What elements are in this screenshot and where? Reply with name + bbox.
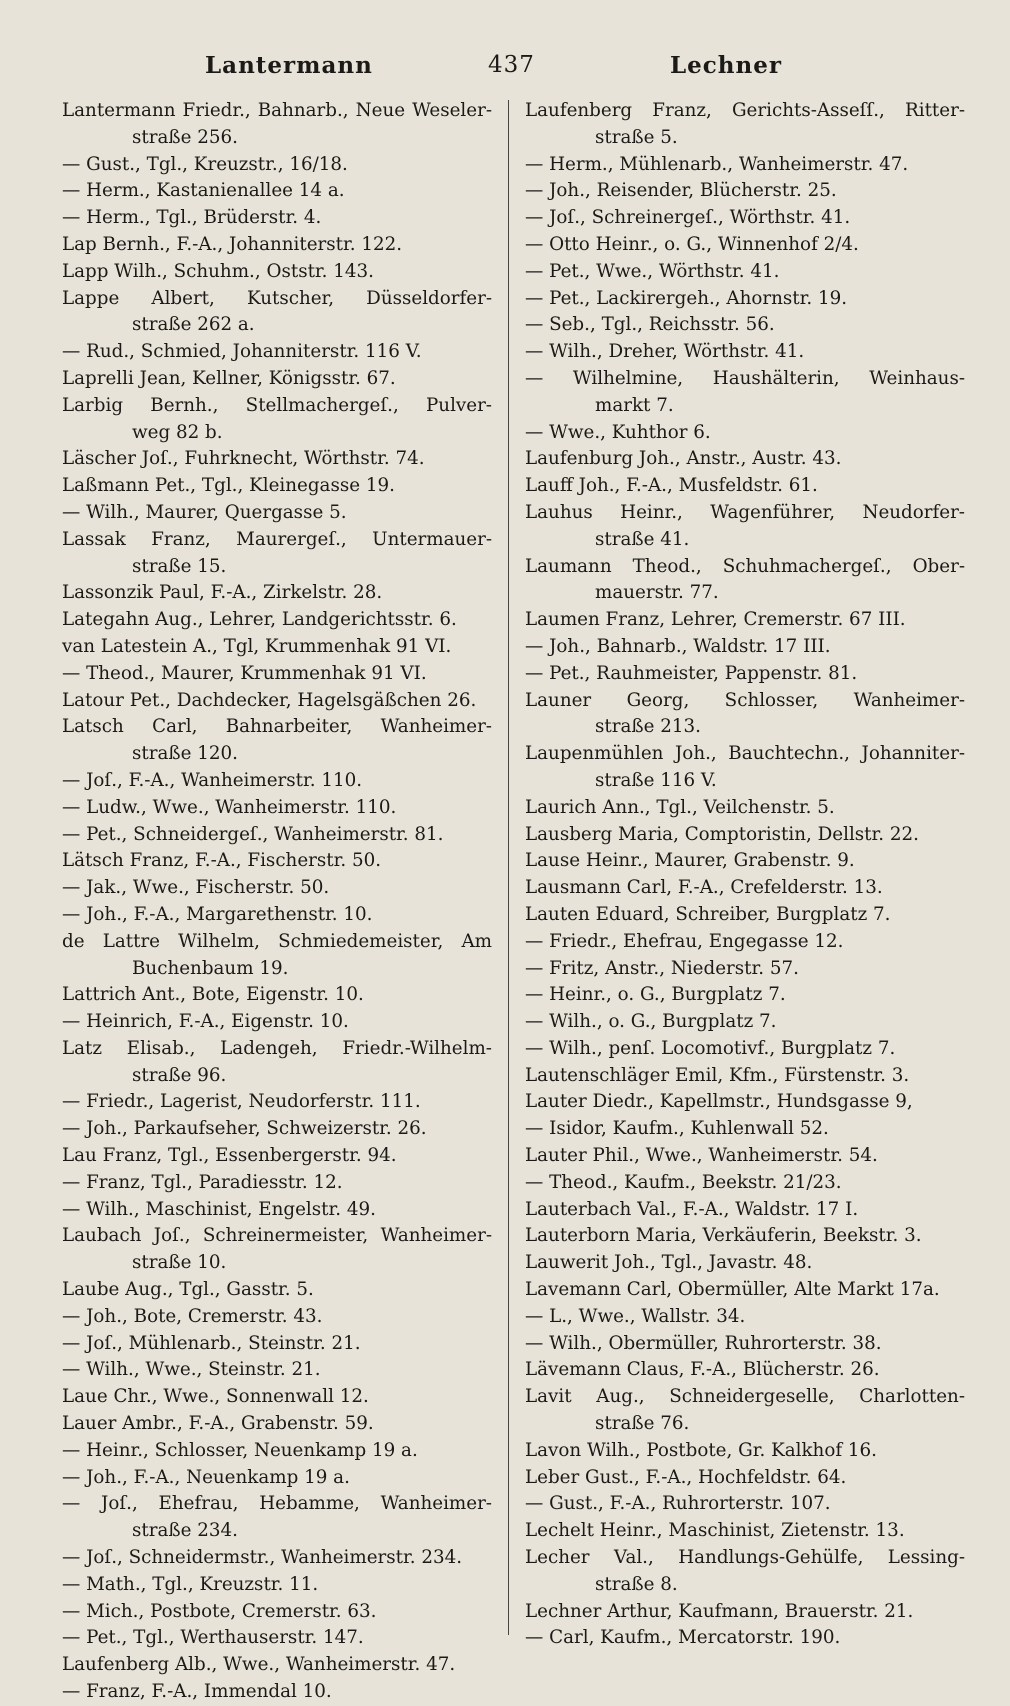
entry-continuation: markt 7. [595, 394, 674, 416]
entry-line: Leber Gust., F.-A., Hochfeldstr. 64. [525, 1466, 847, 1488]
directory-entry [62, 634, 492, 661]
entry-line: Laufenberg Franz, Gerichts-Asseſſ., Ritter- [525, 100, 965, 121]
directory-entry [525, 661, 965, 688]
directory-entry [62, 205, 492, 232]
directory-entry [62, 982, 492, 1009]
directory-entry [525, 178, 965, 205]
entry-continuation: straße 76. [595, 1413, 690, 1435]
entry-line: — Theod., Kaufm., Beekstr. 21/23. [525, 1171, 842, 1193]
directory-entry [62, 1545, 492, 1572]
entry-line: Lauter Phil., Wwe., Wanheimerstr. 54. [525, 1145, 878, 1167]
entry-line: — Pet., Rauhmeister, Pappenstr. 81. [525, 662, 858, 684]
directory-entry [62, 902, 492, 929]
directory-entry [62, 1465, 492, 1492]
directory-entry [525, 232, 965, 259]
directory-entry [525, 259, 965, 286]
entry-line: — Wilh., Dreher, Wörthstr. 41. [525, 341, 805, 363]
entry-line: Lechner Arthur, Kaufmann, Brauerstr. 21. [525, 1600, 914, 1622]
directory-entry [525, 1304, 965, 1331]
directory-entry [525, 741, 965, 795]
entry-line: Lap Bernh., F.-A., Johanniterstr. 122. [62, 233, 403, 255]
directory-entry [525, 1357, 965, 1384]
right-column [525, 98, 965, 1652]
directory-entry [62, 259, 492, 286]
entry-line: Latz Elisab., Ladengeh, Friedr.-Wilhelm- [62, 1037, 492, 1059]
directory-entry [62, 1625, 492, 1652]
entry-line: — Heinr., Schlosser, Neuenkamp 19 a. [62, 1439, 418, 1461]
directory-entry [62, 527, 492, 581]
directory-entry [62, 1089, 492, 1116]
directory-entry [62, 1170, 492, 1197]
directory-entry [525, 1116, 965, 1143]
directory-entry [525, 1170, 965, 1197]
directory-entry [525, 1063, 965, 1090]
entry-line: — Franz, Tgl., Paradiesstr. 12. [62, 1171, 343, 1193]
directory-entry [525, 1143, 965, 1170]
entry-line: Lävemann Claus, F.-A., Blücherstr. 26. [525, 1359, 880, 1381]
directory-entry [62, 1277, 492, 1304]
entry-line: Lauwerit Joh., Tgl., Javastr. 48. [525, 1252, 813, 1274]
entry-line: Lategahn Aug., Lehrer, Landgerichtsstr. 6. [62, 609, 457, 631]
left-column [62, 98, 492, 1706]
entry-continuation: weg 82 b. [132, 421, 223, 443]
entry-line: — Theod., Maurer, Krummenhak 91 VI. [62, 662, 427, 684]
entry-line: Lavemann Carl, Obermüller, Alte Markt 17a. [525, 1279, 940, 1301]
entry-line: Lau Franz, Tgl., Essenbergerstr. 94. [62, 1145, 397, 1167]
entry-line: Lassak Franz, Maurergeſ., Untermauer- [62, 528, 492, 550]
directory-entry [62, 929, 492, 983]
directory-entry [62, 1652, 492, 1679]
entry-line: Laupenmühlen Joh., Bauchtechn., Johanniter- [525, 743, 965, 765]
entry-line: — Joſ., Schreinergeſ., Wörthstr. 41. [525, 207, 851, 229]
entry-line: — Joſ., Schneidermstr., Wanheimerstr. 234. [62, 1547, 463, 1569]
directory-entry [525, 1277, 965, 1304]
entry-line: Laufenberg Alb., Wwe., Wanheimerstr. 47. [62, 1654, 456, 1676]
entry-continuation: straße 15. [132, 555, 227, 577]
entry-line: Laue Chr., Wwe., Sonnenwall 12. [62, 1386, 369, 1408]
directory-entry [62, 1331, 492, 1358]
directory-entry [525, 312, 965, 339]
entry-line: — Pet., Wwe., Wörthstr. 41. [525, 260, 780, 282]
entry-line: Lausberg Maria, Comptoristin, Dellstr. 22. [525, 823, 919, 845]
entry-continuation: straße 10. [132, 1252, 227, 1274]
directory-entry [62, 688, 492, 715]
entry-continuation: straße 120. [132, 743, 238, 765]
entry-continuation: straße 213. [595, 716, 701, 738]
directory-entry [62, 178, 492, 205]
page-number: 437 [488, 52, 535, 78]
entry-continuation: Buchenbaum 19. [132, 957, 289, 979]
entry-line: — Pet., Tgl., Werthauserstr. 147. [62, 1627, 364, 1649]
directory-entry [62, 500, 492, 527]
entry-line: — Pet., Schneidergeſ., Wanheimerstr. 81. [62, 823, 444, 845]
directory-entry [525, 1089, 965, 1116]
entry-line: Lauer Ambr., F.-A., Grabenstr. 59. [62, 1413, 374, 1435]
directory-entry [525, 152, 965, 179]
directory-entry [62, 1679, 492, 1706]
directory-entry [525, 1625, 965, 1652]
entry-line: — Joſ., Ehefrau, Hebamme, Wanheimer- [62, 1493, 492, 1515]
directory-entry [62, 152, 492, 179]
directory-entry [62, 339, 492, 366]
directory-entry [525, 875, 965, 902]
directory-entry [525, 473, 965, 500]
directory-entry [525, 205, 965, 232]
directory-entry [525, 98, 965, 152]
entry-line: — L., Wwe., Wallstr. 34. [525, 1305, 746, 1327]
entry-line: — Herm., Tgl., Brüderstr. 4. [62, 207, 322, 229]
entry-line: — Fritz, Anstr., Niederstr. 57. [525, 957, 799, 979]
directory-entry [62, 393, 492, 447]
entry-line: — Joh., Bahnarb., Waldstr. 17 III. [525, 635, 831, 657]
entry-line: Lätsch Franz, F.-A., Fischerstr. 50. [62, 850, 382, 872]
entry-line: Laurich Ann., Tgl., Veilchenstr. 5. [525, 796, 835, 818]
directory-entry [62, 366, 492, 393]
directory-entry [525, 1197, 965, 1224]
entry-continuation: straße 256. [132, 126, 238, 148]
entry-line: Laumen Franz, Lehrer, Cremerstr. 67 III. [525, 609, 906, 631]
entry-line: — Otto Heinr., o. G., Winnenhof 2/4. [525, 233, 859, 255]
entry-line: — Gust., Tgl., Kreuzstr., 16/18. [62, 153, 348, 175]
entry-line: — Wilh., Wwe., Steinstr. 21. [62, 1359, 321, 1381]
directory-entry [525, 1491, 965, 1518]
entry-line: — Wilh., o. G., Burgplatz 7. [525, 1011, 777, 1033]
entry-line: Lautenschläger Emil, Kfm., Fürstenstr. 3. [525, 1064, 910, 1086]
entry-line: — Ludw., Wwe., Wanheimerstr. 110. [62, 796, 397, 818]
directory-entry [525, 795, 965, 822]
directory-entry [525, 688, 965, 742]
directory-entry [525, 286, 965, 313]
entry-line: Larbig Bernh., Stellmachergeſ., Pulver- [62, 394, 492, 416]
directory-entry [525, 822, 965, 849]
entry-continuation: straße 5. [595, 126, 678, 148]
entry-line: — Joh., F.-A., Neuenkamp 19 a. [62, 1466, 350, 1488]
directory-entry [62, 580, 492, 607]
directory-entry [62, 822, 492, 849]
entry-line: — Joh., F.-A., Margarethenstr. 10. [62, 903, 373, 925]
entry-line: — Seb., Tgl., Reichsstr. 56. [525, 314, 775, 336]
directory-entry [62, 1116, 492, 1143]
entry-line: — Gust., F.-A., Ruhrorterstr. 107. [525, 1493, 831, 1515]
entry-continuation: straße 96. [132, 1064, 227, 1086]
running-head-left: Lantermann [205, 52, 373, 79]
entry-line: Latsch Carl, Bahnarbeiter, Wanheimer- [62, 716, 492, 738]
directory-entry [62, 473, 492, 500]
directory-entry [525, 1545, 965, 1599]
running-head-right: Lechner [670, 52, 783, 79]
entry-line: Lauterbach Val., F.-A., Waldstr. 17 I. [525, 1198, 859, 1220]
entry-line: de Lattre Wilhelm, Schmiedemeister, Am [62, 930, 492, 952]
directory-entry [62, 1143, 492, 1170]
entry-line: — Joh., Bote, Cremerstr. 43. [62, 1305, 323, 1327]
entry-continuation: straße 262 a. [132, 314, 255, 336]
entry-line: — Pet., Lackirergeh., Ahornstr. 19. [525, 287, 848, 309]
directory-entry [62, 661, 492, 688]
entry-line: Laubach Joſ., Schreinermeister, Wanheimer- [62, 1225, 492, 1247]
directory-entry [525, 982, 965, 1009]
entry-line: Lavon Wilh., Postbote, Gr. Kalkhof 16. [525, 1439, 877, 1461]
entry-line: Lassonzik Paul, F.-A., Zirkelstr. 28. [62, 582, 383, 604]
directory-entry [62, 607, 492, 634]
directory-entry [62, 98, 492, 152]
directory-entry [525, 554, 965, 608]
directory-entry [525, 1223, 965, 1250]
directory-entry [62, 1197, 492, 1224]
entry-line: — Math., Tgl., Kreuzstr. 11. [62, 1573, 319, 1595]
directory-entry [62, 1491, 492, 1545]
entry-line: Lauff Joh., F.-A., Musfeldstr. 61. [525, 475, 818, 497]
entry-continuation: straße 234. [132, 1520, 238, 1542]
directory-entry [525, 1518, 965, 1545]
entry-line: Laube Aug., Tgl., Gasstr. 5. [62, 1279, 314, 1301]
directory-entry [525, 1250, 965, 1277]
directory-entry [525, 848, 965, 875]
entry-line: Lauten Eduard, Schreiber, Burgplatz 7. [525, 903, 891, 925]
directory-entry [525, 929, 965, 956]
directory-entry [62, 1572, 492, 1599]
entry-line: Launer Georg, Schlosser, Wanheimer- [525, 689, 965, 711]
entry-line: — Joſ., Mühlenarb., Steinstr. 21. [62, 1332, 361, 1354]
directory-entry [525, 420, 965, 447]
entry-line: Lauter Diedr., Kapellmstr., Hundsgasse 9, [525, 1091, 913, 1113]
entry-line: Laßmann Pet., Tgl., Kleinegasse 19. [62, 475, 395, 497]
directory-entry [62, 714, 492, 768]
entry-line: — Carl, Kaufm., Mercatorstr. 190. [525, 1627, 841, 1649]
entry-line: Läscher Joſ., Fuhrknecht, Wörthstr. 74. [62, 448, 425, 470]
directory-entry [62, 1438, 492, 1465]
entry-line: — Joh., Parkaufseher, Schweizerstr. 26. [62, 1118, 427, 1140]
entry-line: — Mich., Postbote, Cremerstr. 63. [62, 1600, 377, 1622]
entry-line: Lattrich Ant., Bote, Eigenstr. 10. [62, 984, 364, 1006]
directory-entry [62, 768, 492, 795]
directory-entry [62, 1304, 492, 1331]
entry-line: Latour Pet., Dachdecker, Hagelsgäßchen 26. [62, 689, 477, 711]
entry-line: — Heinr., o. G., Burgplatz 7. [525, 984, 786, 1006]
directory-entry [525, 607, 965, 634]
directory-entry [62, 232, 492, 259]
entry-line: — Rud., Schmied, Johanniterstr. 116 V. [62, 341, 422, 363]
directory-entry [62, 848, 492, 875]
directory-entry [525, 366, 965, 420]
directory-entry [62, 1599, 492, 1626]
entry-line: Lauhus Heinr., Wagenführer, Neudorfer- [525, 501, 965, 523]
entry-line: — Wilh., Maurer, Quergasse 5. [62, 501, 347, 523]
directory-entry [525, 634, 965, 661]
directory-entry [62, 875, 492, 902]
entry-line: Laufenburg Joh., Anstr., Austr. 43. [525, 448, 842, 470]
entry-continuation: straße 41. [595, 528, 690, 550]
directory-entry [62, 1357, 492, 1384]
entry-line: Laumann Theod., Schuhmachergeſ., Ober- [525, 555, 965, 577]
entry-line: — Heinrich, F.-A., Eigenstr. 10. [62, 1011, 349, 1033]
directory-entry [62, 795, 492, 822]
entry-line: — Wilh., penſ. Locomotivf., Burgplatz 7. [525, 1037, 896, 1059]
entry-line: — Friedr., Ehefrau, Engegasse 12. [525, 930, 844, 952]
entry-continuation: straße 116 V. [595, 769, 717, 791]
entry-line: — Jak., Wwe., Fischerstr. 50. [62, 877, 330, 899]
directory-entry [525, 1465, 965, 1492]
entry-line: Lecher Val., Handlungs-Gehülfe, Lessing- [525, 1547, 965, 1569]
entry-line: Laprelli Jean, Kellner, Königsstr. 67. [62, 367, 396, 389]
entry-line: — Wwe., Kuhthor 6. [525, 421, 711, 443]
directory-entry [62, 1009, 492, 1036]
directory-entry [525, 1009, 965, 1036]
entry-line: — Friedr., Lagerist, Neudorferstr. 111. [62, 1091, 421, 1113]
directory-entry [62, 1223, 492, 1277]
entry-line: — Wilh., Maschinist, Engelstr. 49. [62, 1198, 376, 1220]
directory-entry [62, 1384, 492, 1411]
entry-continuation: straße 8. [595, 1573, 678, 1595]
directory-entry [62, 1036, 492, 1090]
entry-line: Lause Heinr., Maurer, Grabenstr. 9. [525, 850, 855, 872]
entry-line: — Franz, F.-A., Immendal 10. [62, 1681, 332, 1703]
directory-entry [525, 500, 965, 554]
entry-line: Lechelt Heinr., Maschinist, Zietenstr. 13. [525, 1520, 905, 1542]
entry-line: — Wilh., Obermüller, Ruhrorterstr. 38. [525, 1332, 882, 1354]
entry-line: Lavit Aug., Schneidergeselle, Charlotten- [525, 1386, 965, 1408]
entry-line: Lapp Wilh., Schuhm., Oststr. 143. [62, 260, 374, 282]
directory-entry [525, 902, 965, 929]
entry-line: van Latestein A., Tgl, Krummenhak 91 VI. [62, 635, 452, 657]
entry-line: Lantermann Friedr., Bahnarb., Neue Weseler- [62, 100, 492, 121]
directory-entry [62, 286, 492, 340]
entry-line: — Herm., Mühlenarb., Wanheimerstr. 47. [525, 153, 909, 175]
entry-continuation: mauerstr. 77. [595, 582, 719, 604]
directory-entry [525, 1331, 965, 1358]
entry-line: — Isidor, Kaufm., Kuhlenwall 52. [525, 1118, 829, 1140]
entry-line: Lappe Albert, Kutscher, Düsseldorfer- [62, 287, 492, 309]
entry-line: Lausmann Carl, F.-A., Crefelderstr. 13. [525, 877, 883, 899]
entry-line: — Herm., Kastanienallee 14 a. [62, 180, 345, 202]
directory-entry [62, 446, 492, 473]
entry-line: Lauterborn Maria, Verkäuferin, Beekstr. 3. [525, 1225, 922, 1247]
entry-line: — Joſ., F.-A., Wanheimerstr. 110. [62, 769, 363, 791]
directory-entry [525, 1384, 965, 1438]
column-divider [508, 100, 509, 1635]
directory-entry [525, 1599, 965, 1626]
directory-entry [525, 1036, 965, 1063]
entry-line: — Wilhelmine, Haushälterin, Weinhaus- [525, 367, 965, 389]
directory-entry [525, 1438, 965, 1465]
directory-entry [525, 446, 965, 473]
directory-entry [62, 1411, 492, 1438]
directory-entry [525, 339, 965, 366]
directory-entry [525, 956, 965, 983]
entry-line: — Joh., Reisender, Blücherstr. 25. [525, 180, 837, 202]
